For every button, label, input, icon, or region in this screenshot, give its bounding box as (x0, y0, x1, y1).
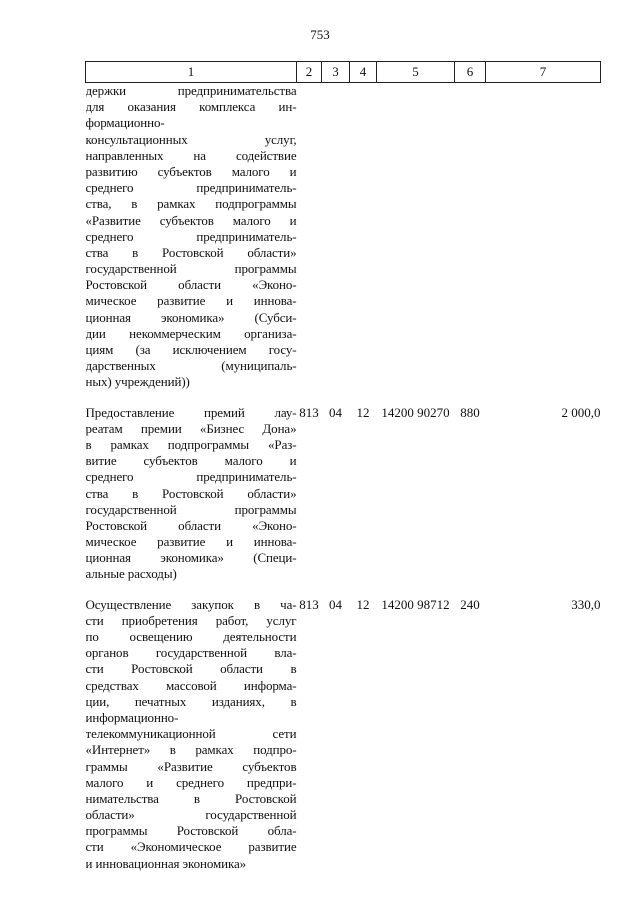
header-col-3: 3 (322, 62, 350, 83)
description-line: ционная экономика» (Специ- (85, 550, 297, 566)
table-row (86, 83, 601, 391)
description-line: развитию субъектов малого и (85, 163, 297, 179)
description-line: и инновационная экономика» (85, 855, 247, 871)
cell-ministry (297, 83, 322, 391)
description-line: альные расходы) (85, 566, 177, 582)
row-description (86, 597, 297, 872)
description-line: мическое развитие и иннова- (85, 534, 297, 550)
cell-target-article: 14200 98712 (381, 596, 450, 612)
cell-subsection: 12 (356, 596, 370, 612)
description-line: формационно- (85, 115, 165, 131)
description-line: среднего предприниматель- (85, 469, 297, 485)
header-col-4: 4 (350, 62, 377, 83)
description-line: государственной программы (85, 261, 297, 277)
description-line: ства в Ростовской области» (85, 244, 297, 260)
cell-section (322, 83, 350, 391)
row-spacer (86, 583, 601, 597)
description-line: информационно- (85, 709, 179, 725)
cell-amount: 2 000,0 (561, 404, 601, 420)
description-line: ства, в рамках подпрограммы (85, 196, 297, 212)
cell-target-article (377, 83, 455, 391)
table-header-row (86, 62, 601, 83)
description-line: органов государственной вла- (85, 645, 297, 661)
description-line: ных) учреждений)) (85, 374, 190, 390)
cell-amount: 330,0 (571, 596, 601, 612)
description-line: для оказания комплекса ин- (85, 99, 297, 115)
cell-expense-type: 880 (460, 404, 480, 420)
description-line: витие субъектов малого и (85, 453, 297, 469)
description-line: Предоставление премий лау- (85, 404, 297, 420)
description-line: сти приобретения работ, услуг (85, 612, 297, 628)
description-line: среднего предприниматель- (85, 228, 297, 244)
row-spacer (86, 391, 601, 405)
cell-expense-type: 240 (460, 596, 480, 612)
description-line: Ростовской области «Эконо- (85, 277, 297, 293)
description-line: ционная экономика» (Субси- (85, 309, 297, 325)
description-line: ции, печатных изданиях, в (85, 693, 297, 709)
description-line: программы Ростовской обла- (85, 823, 297, 839)
cell-target-article: 14200 90270 (381, 404, 450, 420)
row-description (86, 83, 297, 391)
description-line: Ростовской области «Эконо- (85, 517, 297, 533)
description-line: сти «Экономическое развитие (85, 839, 297, 855)
description-line: консультационных услуг, (85, 131, 297, 147)
description-line: телекоммуникационной сети (85, 726, 297, 742)
description-line: мическое развитие и иннова- (85, 293, 297, 309)
description-line: «Интернет» в рамках подпро- (85, 742, 297, 758)
description-line: в рамках подпрограммы «Раз- (85, 436, 297, 452)
description-line: граммы «Развитие субъектов (85, 758, 297, 774)
description-line: направленных на содействие (85, 147, 297, 163)
description-line: области» государственной (85, 807, 297, 823)
table-row (86, 405, 601, 583)
description-line: дарственных (муниципаль- (85, 358, 297, 374)
cell-subsection: 12 (356, 404, 370, 420)
page-number: 753 (310, 27, 330, 42)
header-col-6: 6 (455, 62, 486, 83)
description-line: ства в Ростовской области» (85, 485, 297, 501)
row-description (86, 405, 297, 583)
description-line: Осуществление закупок в ча- (85, 596, 297, 612)
description-line: государственной программы (85, 501, 297, 517)
description-line: малого и среднего предпри- (85, 774, 297, 790)
cell-ministry: 813 (299, 596, 319, 612)
cell-section: 04 (329, 404, 342, 420)
description-line: нимательства в Ростовской (85, 790, 297, 806)
table-row (86, 597, 601, 872)
header-col-2: 2 (297, 62, 322, 83)
description-line: сти Ростовской области в (85, 661, 297, 677)
cell-amount (486, 83, 601, 391)
description-line: реатам премии «Бизнес Дона» (85, 420, 297, 436)
budget-table (85, 61, 601, 872)
description-line: среднего предприниматель- (85, 180, 297, 196)
header-col-1: 1 (86, 62, 297, 83)
cell-ministry: 813 (299, 404, 319, 420)
header-col-5: 5 (377, 62, 455, 83)
description-line: циям (за исключением госу- (85, 342, 297, 357)
cell-expense-type (455, 83, 486, 391)
description-line: «Развитие субъектов малого и (85, 212, 297, 228)
cell-subsection (350, 83, 377, 391)
header-col-7: 7 (486, 62, 601, 83)
cell-section: 04 (329, 596, 342, 612)
description-line: держки предпринимательства (85, 83, 297, 98)
description-line: средствах массовой информа- (85, 677, 297, 693)
description-line: по освещению деятельности (85, 629, 297, 644)
description-line: дии некоммерческим организа- (85, 325, 297, 341)
